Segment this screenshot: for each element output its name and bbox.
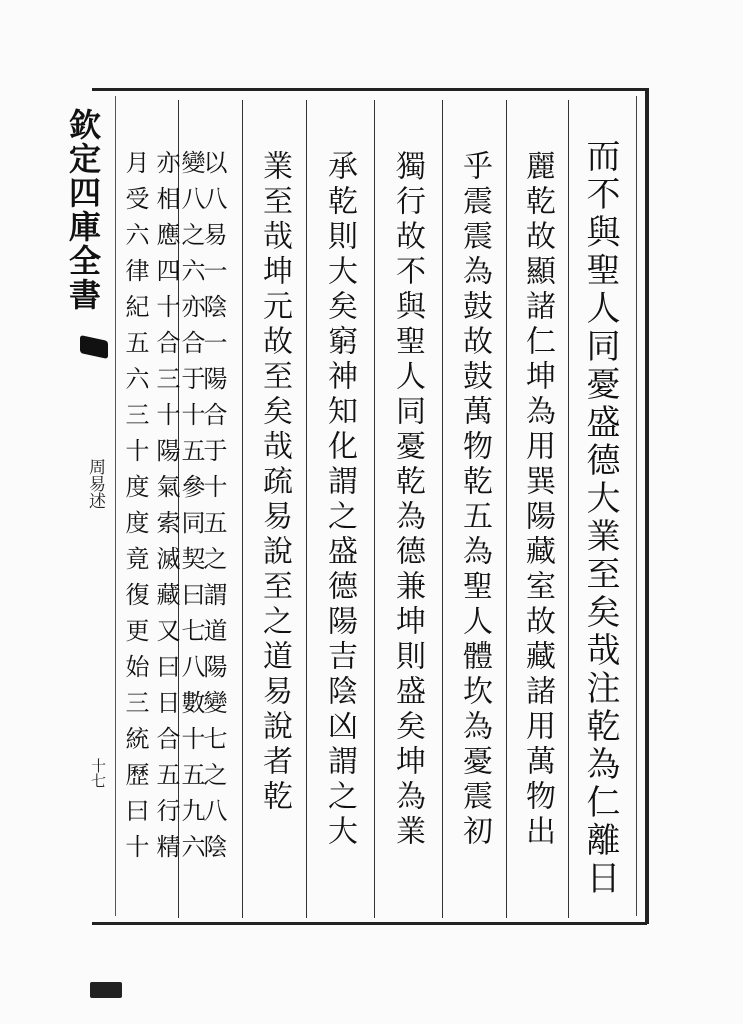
text-column-4: 獨行故不與聖人同憂乾為德兼坤則盛矣坤為業 (390, 150, 425, 850)
text-column-7: 以八易一陰一陽合于十五之謂道陽變七之八陰 (199, 150, 227, 870)
column-rule (306, 100, 307, 918)
text-column-1: 而不與聖人同憂盛德大業至矣哉注乾為仁離日 (580, 138, 620, 898)
frame-inner-rule (636, 96, 637, 916)
column-rule (568, 100, 569, 918)
text-column-10: 月受六律紀五六三十度度竟復更始三統歷曰十 (121, 150, 149, 870)
column-rule (442, 100, 443, 918)
frame-top-border (92, 88, 647, 91)
book-title: 欽定四庫全書 (64, 108, 102, 312)
fish-tail-mark (80, 335, 108, 359)
bottom-mark (90, 982, 122, 998)
column-rule (506, 100, 507, 918)
section-title: 周易述 (85, 458, 105, 509)
column-rule (374, 100, 375, 918)
text-column-9: 亦相應四十合三十陽氣索滅藏又曰日合五行精 (152, 150, 180, 870)
page-number: 十七 (89, 758, 107, 788)
text-column-2: 麗乾故顯諸仁坤為用巽陽藏室故藏諸用萬物出 (520, 150, 555, 850)
text-column-3: 乎震震為鼓故鼓萬物乾五為聖人體坎為憂震初 (457, 150, 492, 850)
margin-rule (115, 96, 116, 916)
frame-right-border (645, 88, 649, 924)
text-column-6: 業至哉坤元故至矣哉疏易說至之道易說者乾 (257, 150, 292, 815)
frame-bottom-border (92, 922, 647, 925)
column-rule (242, 100, 243, 918)
text-column-5: 承乾則大矣窮神知化謂之盛德陽吉陰凶謂之大 (322, 150, 357, 850)
text-column-8: 變八之六亦合于十五參同契曰七八數十五九六 (177, 150, 205, 870)
